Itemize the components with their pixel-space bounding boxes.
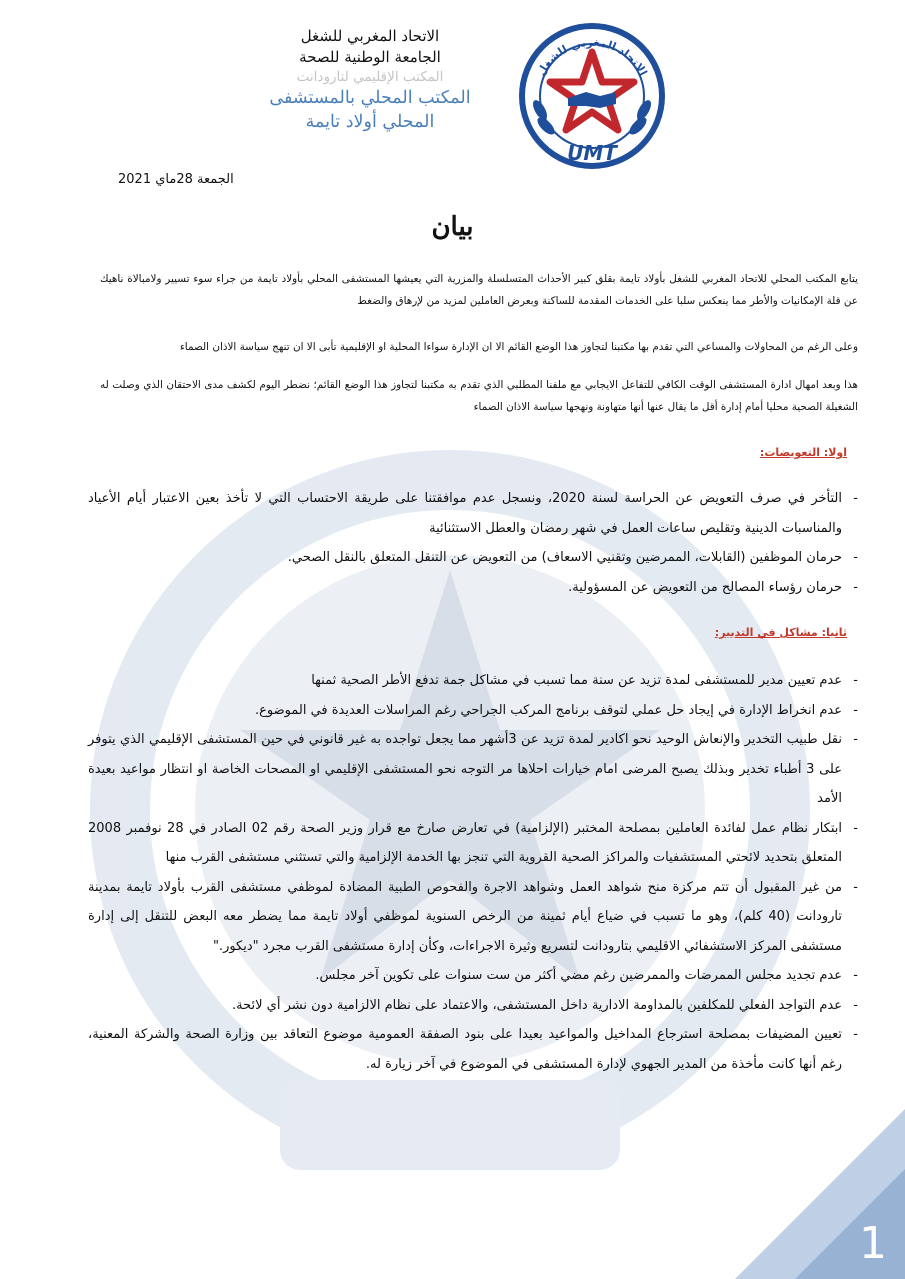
org-line-local-office: المكتب المحلي بالمستشفى [269, 88, 471, 108]
list-item: - عدم تجديد مجلس الممرضات والممرضين رغم مضي أكثر من ست سنوات على تكوين آخر مجلس. [88, 961, 858, 991]
logo-umt-text: UMT [567, 141, 617, 165]
list-item: - عدم التواجد الفعلي للمكلفين بالمداومة الادارية داخل المستشفى، والاعتماد على نظام الالزامية دون نشر أي لائحة. [88, 991, 858, 1021]
list-item: - ابتكار نظام عمل لفائدة العاملين بمصلحة المختبر (الإلزامية) في تعارض صارخ مع قرار وزير الصحة رقم 02 الصادر في 28 نوفمبر 2008 المتعلق بتحديد لائحتي المستشفيات والمراكز الصحية القروية التي تنجز بها الخدمة الإلزامية والتي تستثني مستشفى القرب منها [88, 814, 858, 873]
umt-logo [516, 20, 668, 170]
page-number: 1 [859, 1218, 887, 1269]
org-line-local-hospital: المحلي أولاد تايمة [305, 112, 435, 132]
list-item: - تعيين المضيفات بمصلحة استرجاع المداخيل والمواعيد بعيدا على بنود الصفقة العمومية موضوع التعاقد بين وزارة الصحة والشركة المعنية، رغم أنها كانت مأخذة من المدير الجهوي لإدارة المستشفى في الموضوع في آخر زيارة له. [88, 1020, 858, 1079]
list-item: - حرمان الموظفين (القابلات، الممرضين وتقنيي الاسعاف) من التعويض عن التنقل المتعلق بالنقل الصحي. [88, 543, 858, 573]
section-title-compensations: اولا: التعويضات: [759, 446, 847, 459]
list-item: - من غير المقبول أن تتم مركزة منح شواهد العمل وشواهد الاجرة والفحوص الطبية المضادة لموظفي مستشفى القرب بأولاد تايمة بمدينة تارودانت (40 كلم)، وهو ما تسبب في ضياع أيام ثمينة من الرخص السنوية لموظفي أولاد تايمة مما يضطر معه البعض للتنقل إلى إدارة مستشفى المركز الاستشفائي الاقليمي بتارودانت لتسريع وثيرة الاجراءات، وكأن إدارة مستشفى القرب مجرد "ديكور." [88, 873, 858, 962]
logo-arabic-text: الاتحاد المغربي للشغل [534, 35, 650, 79]
list-item: - عدم انخراط الإدارة في إيجاد حل عملي لتوقف برنامج المركب الجراحي رغم المراسلات العديدة في الموضوع. [88, 696, 858, 726]
list-item: - نقل طبيب التخدير والإنعاش الوحيد نحو اكادير لمدة تزيد عن 3أشهر مما يجعل تواجده به غير قانوني في حين المستشفى الإقليمي الذي يتوفر على 3 أطباء تخدير وبذلك يصبح المرضى امام خيارات احلاها مر التوجه نحو المستشفى الإقليمي او المصحات الخاصة او انتظار مواعيد بعيدة الأمد [88, 725, 858, 814]
list-item: - التأخر في صرف التعويض عن الحراسة لسنة 2020، ونسجل عدم موافقتنا على طريقة الاحتساب التي لا تأخذ بعين الاعتبار أيام الأعياد والمناسبات الدينية وتقليص ساعات العمل في شهر رمضان والعطل الاستثنائية [88, 484, 858, 543]
intro-paragraph-2: وعلى الرغم من المحاولات والمساعي التي تقدم بها مكتبنا لتجاوز هذا الوضع القائم الا ان الإدارة سواءا المحلية او الإقليمية تأبى الا ان تنهج سياسة الاذان الصماء [179, 341, 858, 353]
organization-header [255, 26, 485, 134]
org-line-federation: الجامعة الوطنية للصحة [299, 48, 441, 66]
list-item: - عدم تعيين مدير للمستشفى لمدة تزيد عن سنة مما تسبب في مشاكل جمة تدفع الأطر الصحية ثمنها [88, 666, 858, 696]
document-date: الجمعة 28ماي 2021 [118, 172, 234, 187]
intro-paragraph-3: هذا وبعد امهال ادارة المستشفى الوقت الكافي للتفاعل الايجابي مع ملفنا المطلبي الذي تقدم به مكتبنا لتجاوز هذا الوضع القائم؛ نضطر اليوم لكشف مدى الاحتقان الذي وصلت له الشغيلة الصحية محليا أمام إدارة أقل ما يقال عنها أنها متهاونة ونهجها سياسة الاذان الصماء [100, 379, 858, 413]
document-title: بيان [431, 212, 474, 242]
list-item: - حرمان رؤساء المصالح من التعويض عن المسؤولية. [88, 573, 858, 603]
org-line-union: الاتحاد المغربي للشغل [300, 27, 440, 45]
management-problems-list [88, 666, 858, 1079]
compensations-list [88, 484, 858, 602]
org-line-provincial-office: المكتب الإقليمي لتارودانت [296, 69, 444, 85]
section-title-management-problems: ثانيا: مشاكل في التدبير: [714, 626, 847, 639]
intro-paragraph-1: يتابع المكتب المحلي للاتحاد المغربي للشغل بأولاد تايمة بقلق كبير الأحداث المتسلسلة والمزرية التي يعيشها المستشفى المحلي بأولاد تايمة من جراء سوء تسيير ولامبالاة ناهيك عن قلة الإمكانيات والأطر مما ينعكس سلبا على الخدمات المقدمة للساكنة وبعرض العاملين لمزيد من لإرهاق والضغط [100, 273, 858, 307]
